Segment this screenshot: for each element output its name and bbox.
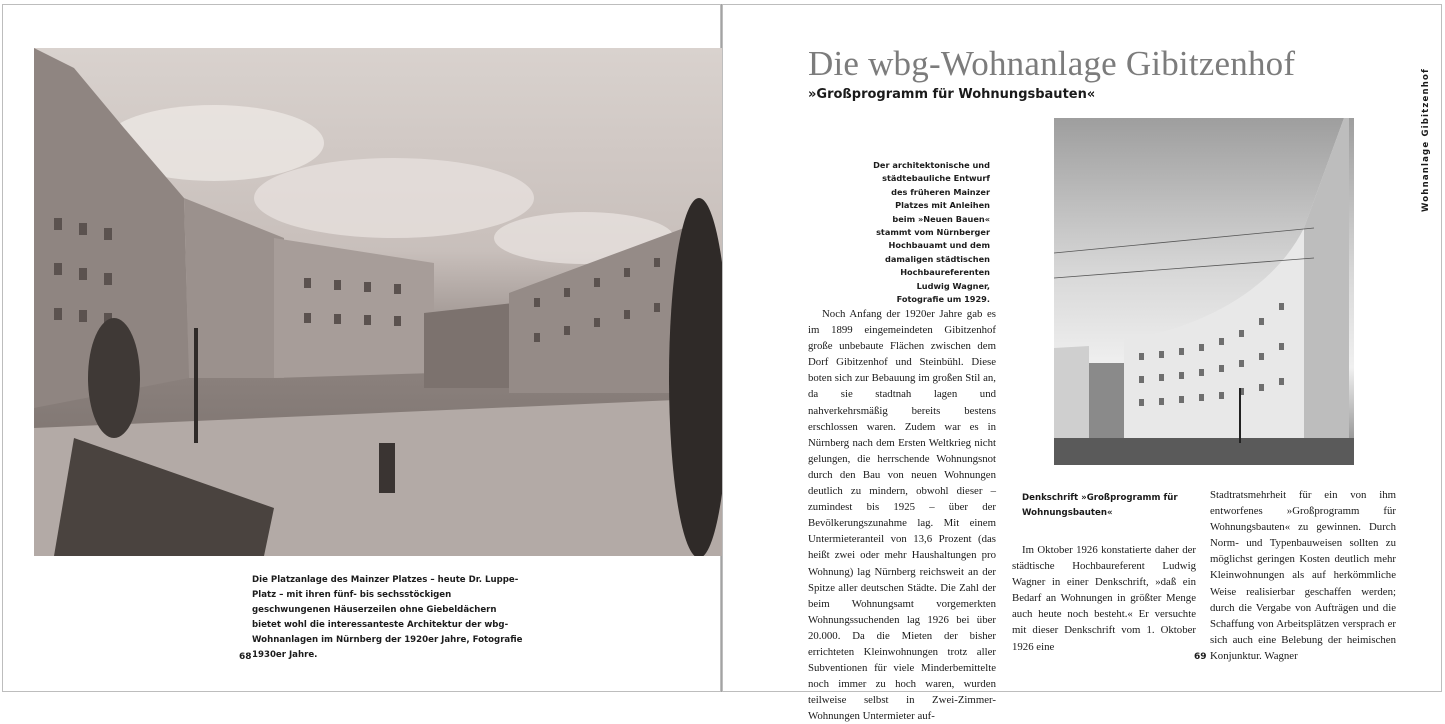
photo-mainzer-platz-image — [34, 48, 722, 556]
running-head — [1404, 68, 1431, 288]
running-head-text: Wohnanlage Gibitzenhof — [1421, 68, 1431, 212]
body-paragraph: Stadtratsmehrheit für ein von ihm entworfenes »Großprogramm für Wohnungsbauten« zu gewinnen. Durch Norm- und Typenbauweisen sollten zu möglichst geringen Kosten deutlich mehr Kleinwohnungen als auf herkömmliche Weise realisierbar geschaffen werden; durch die Vergabe von Aufträgen und die Schaffung von Arbeitsplätzen versprach er sich auch eine Belebung der heimischen Konjunktur. Wagner — [1210, 489, 1396, 662]
left-photo-caption: Die Platzanlage des Mainzer Platzes – heute Dr. Luppe-Platz – mit ihren fünf- bis sechsstöckigen geschwungenen Häuserzeilen ohne Giebeldächern bietet wohl die interessanteste Architektur der wbg-Wohnanlagen im Nürnberg der 1920er Jahre, Fotografie 1930er Jahre. — [252, 575, 523, 660]
body-paragraph: Im Oktober 1926 konstatierte daher der städtische Hochbaureferent Ludwig Wagner in einer Denkschrift, »daß ein Bedarf an Wohnungen in größter Menge auch heute noch besteht.« Er versuchte mit dieser Denkschrift vom 1. Oktober 1926 eine — [1012, 544, 1196, 653]
body-text-column-2 — [1012, 542, 1196, 655]
page-number-left: 68 — [239, 652, 252, 662]
right-photo-caption: Der architektonische und städtebauliche Entwurf des früheren Mainzer Platzes mit Anleihen beim »Neuen Bauen« stammt vom Nürnberger Hochbauamt und dem damaligen städtischen Hochbaureferenten Ludwig Wagner, Fotografie um 1929. — [873, 160, 990, 305]
chapter-subtitle: »Großprogramm für Wohnungsbauten« — [808, 87, 1096, 102]
page-number-right: 69 — [1194, 652, 1207, 662]
photo-wohnanlage-image — [1054, 118, 1354, 465]
photo-wohnanlage — [1054, 118, 1354, 465]
body-text-column-3 — [1210, 487, 1396, 664]
photo-mainzer-platz — [34, 48, 722, 556]
chapter-title: Die wbg-Wohnanlage Gibitzenhof — [808, 44, 1296, 83]
body-paragraph: Noch Anfang der 1920er Jahre gab es im 1899 eingemeindeten Gibitzenhof große unbebaute Flächen zwischen dem Dorf Gibitzenhof und Steinbühl. Diese boten sich zur Bebauung im großen Stil an, da sie stadtnah lagen und nahverkehrsmäßig bereits bestens erschlossen waren. Zudem war es in Nürnberg nach dem Ersten Weltkrieg nicht gelungen, die herrschende Wohnungsnot durch den Bau von neuen Wohnungen deutlich zu mindern, obwohl dieser – zumindest bis 1925 – über der Bevölkerungszunahme lag. Mit einem Untermieteranteil von 13,6 Prozent (das heißt zwei oder mehr Haushaltungen pro Wohnung) lag Nürnberg reichsweit an der Spitze aller deutschen Städte. Die Zahl der beim Wohnungsamt vorgemerkten Wohnungssuchenden lag 1926 bei über 20.000. Da die Mieten der bisher errichteten Kleinwohnungen trotz aller Subventionen für viele Minderbemittelte noch immer zu hoch waren, wurden teilweise selbst in Zwei-Zimmer-Wohnungen Untermieter auf- — [808, 308, 996, 723]
body-text-column-1 — [808, 306, 996, 724]
section-subheading: Denkschrift »Großprogramm für Wohnungsbauten« — [1022, 493, 1178, 518]
